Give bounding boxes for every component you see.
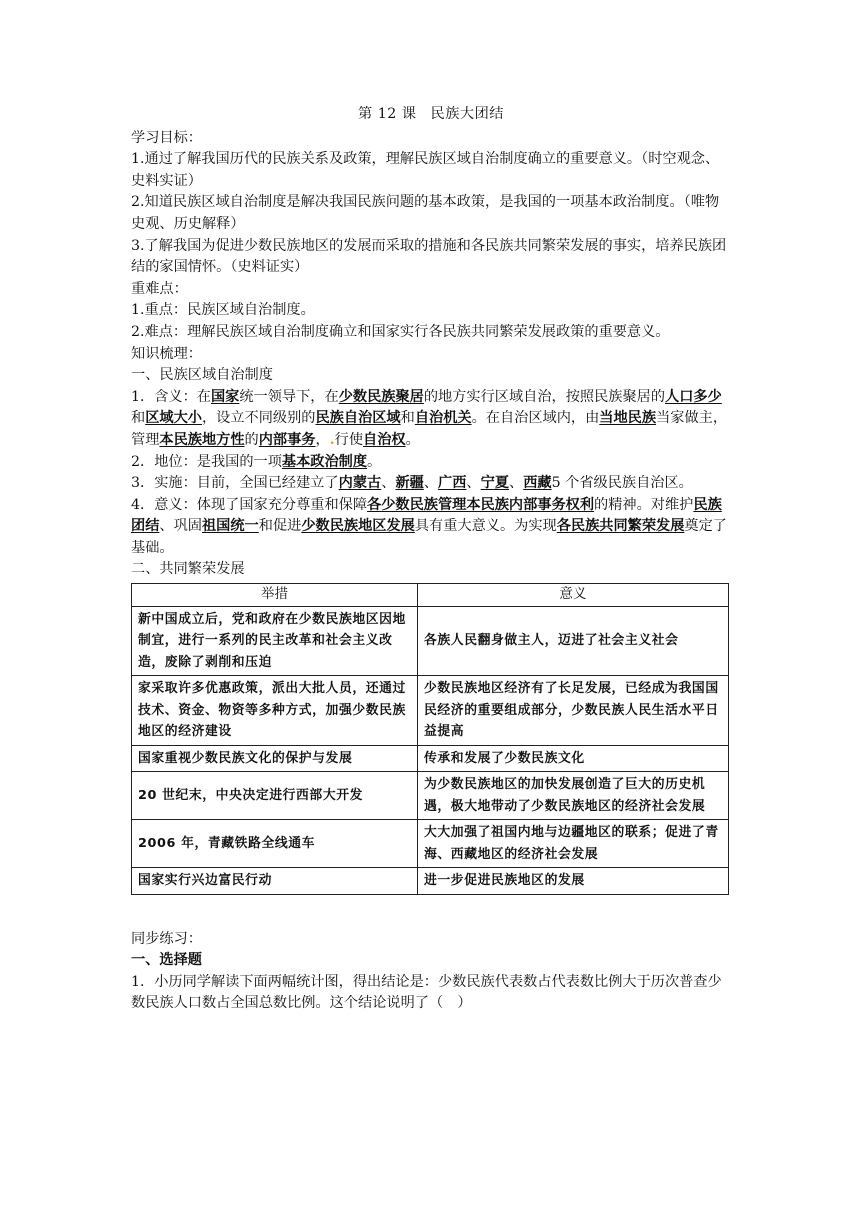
table-cell: 20 世纪末，中央决定进行西部大开发 (132, 772, 418, 820)
table-row (132, 745, 729, 772)
table-row (132, 820, 729, 868)
objective-item: 2.知道民族区域自治制度是解决我国民族问题的基本政策，是我国的一项基本政治制度。（唯物史观、历史解释） (131, 194, 720, 232)
table-cell: 新中国成立后，党和政府在少数民族地区因地制宜，进行一系列的民主改革和社会主义改造，废除了剥削和压迫 (132, 606, 418, 676)
knowledge-heading: 知识梳理： (131, 345, 202, 362)
lesson-title (131, 104, 731, 126)
measures-table (131, 583, 729, 895)
table-header: 举措 (132, 584, 418, 607)
key-point-item: 2.难点：理解民族区域自治制度确立和国家实行各民族共同繁荣发展政策的重要意义。 (131, 323, 670, 340)
table-header: 意义 (418, 584, 729, 607)
key-points-heading: 重难点： (131, 280, 188, 297)
objectives-heading: 学习目标： (131, 129, 202, 146)
table-cell: 各族人民翻身做主人，迈进了社会主义社会 (418, 606, 729, 676)
section-heading: 一、选择题 (131, 952, 202, 969)
objective-item: 3.了解我国为促进少数民族地区的发展而采取的措施和各民族共同繁荣发展的事实，培养民族团结的家国情怀。（史料证实） (131, 237, 727, 276)
key-point-item: 1.重点：民族区域自治制度。 (131, 302, 315, 319)
table-cell: 进一步促进民族地区的发展 (418, 868, 729, 895)
document-page (131, 104, 731, 1015)
objective-item: 1.通过了解我国历代的民族关系及政策，理解民族区域自治制度确立的重要意义。（时空观念、史料实证） (131, 151, 720, 189)
lesson-number: 第 12 课 (358, 106, 417, 122)
table-cell: 为少数民族地区的加快发展创造了巨大的历史机遇，极大地带动了少数民族地区的经济社会发展 (418, 772, 729, 820)
question-text: 1．小历同学解读下面两幅统计图，得出结论是：少数民族代表数占代表数比例大于历次普查少数民族人口数占全国总数比例。这个结论说明了（ ） (131, 973, 722, 1012)
table-cell: 2006 年，青藏铁路全线通车 (132, 820, 418, 868)
lesson-name: 民族大团结 (430, 106, 504, 122)
significance-paragraph: 4．意义：体现了国家充分尊重和保障各少数民族管理本民族内部事务权利的精神。对维护民族团结、巩固祖国统一和促进少数民族地区发展具有重大意义。为实现各民族共同繁荣发展奠定了基础。 (131, 496, 727, 556)
table-cell: 国家重视少数民族文化的保护与发展 (132, 745, 418, 772)
table-cell: 传承和发展了少数民族文化 (418, 745, 729, 772)
table-row (132, 606, 729, 676)
table-row (132, 868, 729, 895)
section-heading: 二、共同繁荣发展 (131, 561, 245, 578)
definition-paragraph: 1．含义：在国家统一领导下，在少数民族聚居的地方实行区域自治，按照民族聚居的人口多少和区域大小，设立不同级别的民族自治区域和自治机关。在自治区域内，由当地民族当家做主，管理本民族地方性的内部事务，.行使自治权。 (131, 388, 728, 448)
table-cell: 家采取许多优惠政策，派出大批人员，还通过技术、资金、物资等多种方式，加强少数民族地区的经济建设 (132, 676, 418, 746)
table-row (132, 772, 729, 820)
practice-heading: 同步练习： (131, 930, 202, 947)
implementation-paragraph: 3．实施：目前，全国已经建立了内蒙古、新疆、广西、宁夏、西藏5 个省级民族自治区。 (131, 475, 693, 492)
table-row (132, 676, 729, 746)
section-heading: 一、民族区域自治制度 (131, 367, 273, 384)
table-cell: 大大加强了祖国内地与边疆地区的联系；促进了青海、西藏地区的经济社会发展 (418, 820, 729, 868)
spacer (131, 895, 731, 929)
table-cell: 国家实行兴边富民行动 (132, 868, 418, 895)
status-paragraph: 2．地位：是我国的一项基本政治制度。 (131, 453, 382, 470)
table-header-row (132, 584, 729, 607)
table-cell: 少数民族地区经济有了长足发展，已经成为我国国民经济的重要组成部分，少数民族人民生活水平日益提高 (418, 676, 729, 746)
